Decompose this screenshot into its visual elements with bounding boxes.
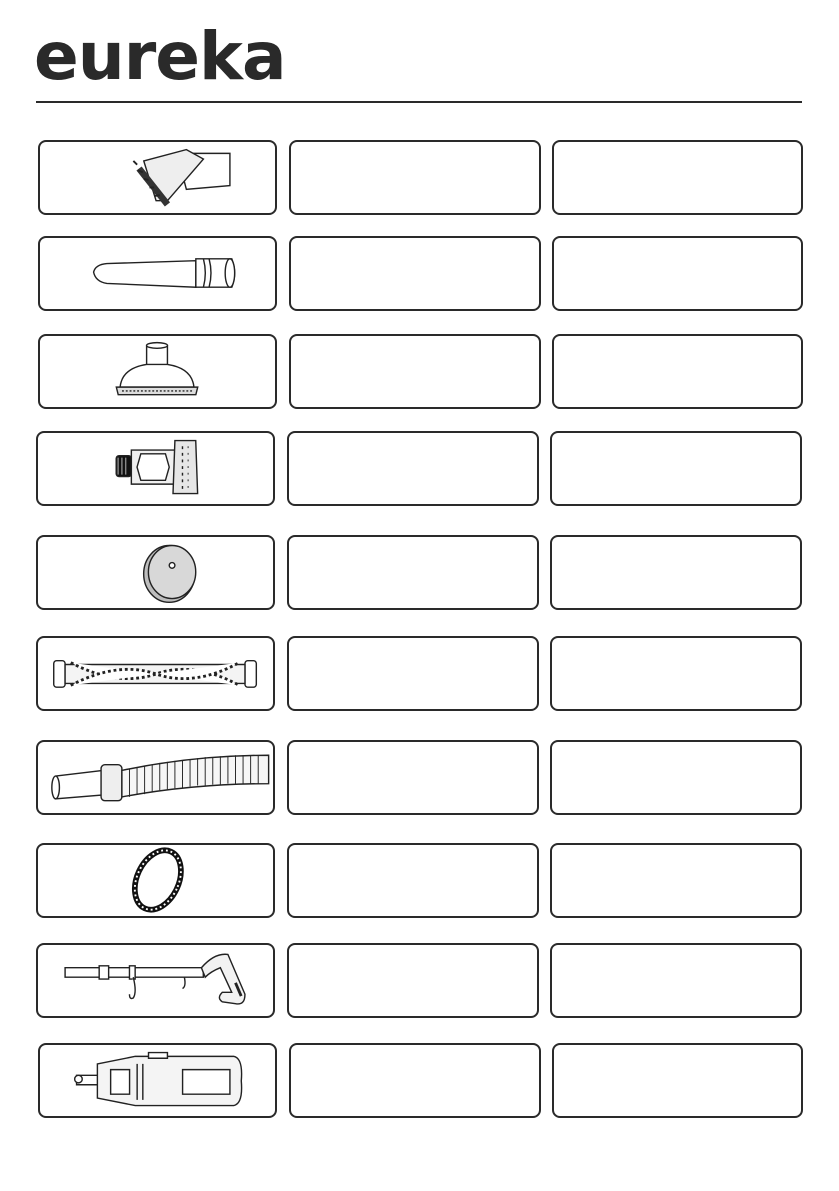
part-info-cell-1b (552, 140, 803, 215)
part-info-cell-9b (550, 943, 802, 1018)
handle-wand-icon (38, 945, 273, 1016)
part-info-cell-3a (289, 334, 541, 409)
part-info-cell-9a (287, 943, 539, 1018)
dirt-cup-icon (40, 1045, 275, 1116)
part-image-cell-8 (36, 843, 275, 918)
part-info-cell-3b (552, 334, 803, 409)
part-image-cell-9 (36, 943, 275, 1018)
part-info-cell-6b (550, 636, 802, 711)
part-info-cell-2a (289, 236, 541, 311)
part-image-cell-3 (38, 334, 277, 409)
header-divider (36, 101, 802, 103)
part-info-cell-5a (287, 535, 539, 610)
brushroll-icon (38, 638, 273, 709)
part-info-cell-2b (552, 236, 803, 311)
part-image-cell-10 (38, 1043, 277, 1118)
eureka-logo: eureka (34, 18, 286, 95)
dusting-brush-icon (40, 142, 275, 213)
part-image-cell-1 (38, 140, 277, 215)
part-image-cell-7 (36, 740, 275, 815)
part-info-cell-10a (289, 1043, 541, 1118)
part-image-cell-2 (38, 236, 277, 311)
belt-icon (38, 845, 273, 916)
part-info-cell-6a (287, 636, 539, 711)
part-info-cell-10b (552, 1043, 803, 1118)
part-image-cell-5 (36, 535, 275, 610)
upholstery-tool-icon (40, 336, 275, 407)
part-info-cell-1a (289, 140, 541, 215)
part-info-cell-4b (550, 431, 802, 506)
filter-disc-icon (38, 537, 273, 608)
part-info-cell-7a (287, 740, 539, 815)
part-info-cell-8b (550, 843, 802, 918)
part-info-cell-7b (550, 740, 802, 815)
turbo-brush-icon (38, 433, 273, 504)
crevice-tool-icon (40, 238, 275, 309)
hose-icon (38, 742, 273, 813)
part-image-cell-6 (36, 636, 275, 711)
part-image-cell-4 (36, 431, 275, 506)
part-info-cell-8a (287, 843, 539, 918)
part-info-cell-4a (287, 431, 539, 506)
part-info-cell-5b (550, 535, 802, 610)
